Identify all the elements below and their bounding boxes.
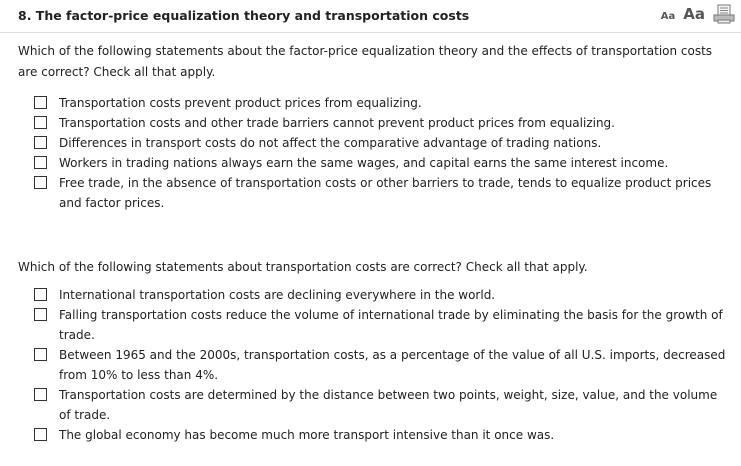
checkbox[interactable] bbox=[34, 428, 47, 441]
checkbox[interactable] bbox=[34, 136, 47, 149]
option-row[interactable] bbox=[34, 93, 728, 113]
font-size-large-button[interactable]: Aa bbox=[683, 5, 705, 23]
checkbox[interactable] bbox=[34, 176, 47, 189]
checkbox[interactable] bbox=[34, 348, 47, 361]
option-label[interactable]: Free trade, in the absence of transportation costs or other barriers to trade, tends to equalize product prices and factor prices. bbox=[59, 176, 712, 210]
toolbar bbox=[661, 4, 735, 24]
checkbox[interactable] bbox=[34, 96, 47, 109]
option-row[interactable] bbox=[34, 305, 728, 345]
question-1-prompt: Which of the following statements about the factor-price equalization theory and the effects of transportation costs are correct? Check all that apply. bbox=[18, 44, 713, 79]
question-2 bbox=[18, 257, 728, 445]
question-1-options bbox=[34, 93, 728, 213]
option-row[interactable] bbox=[34, 113, 728, 133]
option-label[interactable]: Workers in trading nations always earn the same wages, and capital earns the same interest income. bbox=[59, 156, 669, 170]
option-label[interactable]: International transportation costs are declining everywhere in the world. bbox=[59, 288, 496, 302]
option-label[interactable]: Transportation costs and other trade barriers cannot prevent product prices from equalizing. bbox=[59, 116, 615, 130]
checkbox[interactable] bbox=[34, 388, 47, 401]
option-row[interactable] bbox=[34, 285, 728, 305]
option-label[interactable]: Falling transportation costs reduce the volume of international trade by eliminating the basis for the growth of trade. bbox=[59, 308, 723, 342]
option-row[interactable] bbox=[34, 345, 728, 385]
question-2-options bbox=[34, 285, 728, 445]
checkbox[interactable] bbox=[34, 308, 47, 321]
option-label[interactable]: Transportation costs prevent product prices from equalizing. bbox=[59, 96, 422, 110]
option-row[interactable] bbox=[34, 173, 728, 213]
option-row[interactable] bbox=[34, 153, 728, 173]
option-label[interactable]: Between 1965 and the 2000s, transportation costs, as a percentage of the value of all U.S. imports, decreased from 10% to less than 4%. bbox=[59, 348, 726, 382]
option-label[interactable]: Differences in transport costs do not affect the comparative advantage of trading nations. bbox=[59, 136, 602, 150]
option-row[interactable] bbox=[34, 425, 728, 445]
question-title: 8. The factor-price equalization theory and transportation costs bbox=[18, 8, 470, 23]
option-label[interactable]: Transportation costs are determined by the distance between two points, weight, size, value, and the volume of trade. bbox=[59, 388, 718, 422]
option-label[interactable]: The global economy has become much more transport intensive than it once was. bbox=[59, 428, 555, 442]
question-header bbox=[0, 0, 741, 33]
print-icon[interactable] bbox=[713, 4, 735, 24]
checkbox[interactable] bbox=[34, 156, 47, 169]
checkbox[interactable] bbox=[34, 116, 47, 129]
question-1 bbox=[18, 41, 728, 213]
question-2-prompt: Which of the following statements about transportation costs are correct? Check all that apply. bbox=[18, 260, 588, 274]
option-row[interactable] bbox=[34, 133, 728, 153]
checkbox[interactable] bbox=[34, 288, 47, 301]
font-size-small-button[interactable]: Aa bbox=[660, 11, 676, 22]
option-row[interactable] bbox=[34, 385, 728, 425]
